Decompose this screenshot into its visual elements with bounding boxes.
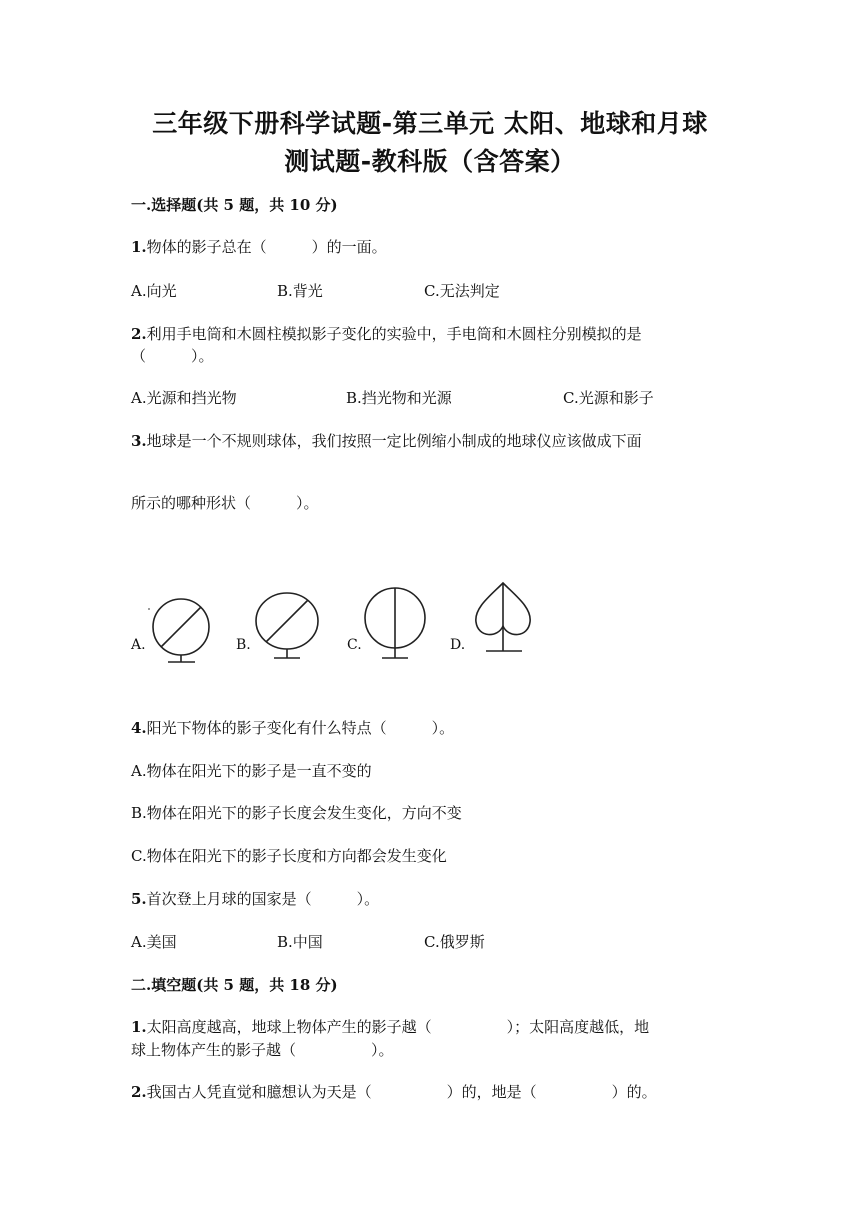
globe-figure-a (145, 595, 220, 670)
q4-option-c: C.物体在阳光下的影子长度和方向都会发生变化 (131, 847, 447, 865)
question-2-continued: （ ）。 (131, 347, 214, 365)
question-number: 3. (131, 432, 147, 450)
q5-option-c: C.俄罗斯 (424, 933, 485, 951)
figure-a-label: A. (131, 637, 146, 653)
q1-option-b: B.背光 (277, 282, 323, 300)
question-5 (131, 888, 379, 909)
question-number: 1. (131, 238, 147, 256)
section-heading-choice: 一.选择题(共 5 题，共 10 分) (131, 196, 338, 214)
fill-question-1 (131, 1016, 649, 1037)
page-title-line-2: 测试题-教科版（含答案） (284, 147, 576, 176)
question-2 (131, 323, 642, 344)
question-text: 首次登上月球的国家是（ ）。 (146, 890, 380, 908)
question-text: 阳光下物体的影子变化有什么特点（ ）。 (146, 719, 455, 737)
question-number: 5. (131, 890, 147, 908)
q1-option-c: C.无法判定 (424, 282, 500, 300)
section-heading-fill-in: 二.填空题(共 5 题，共 18 分) (131, 976, 338, 994)
figure-b-label: B. (236, 637, 251, 653)
question-number: 4. (131, 719, 147, 737)
question-number: 1. (131, 1018, 147, 1036)
globe-figure-d (468, 580, 548, 660)
q4-option-b: B.物体在阳光下的影子长度会发生变化，方向不变 (131, 804, 462, 822)
question-1 (131, 236, 387, 257)
page-title-line-1: 三年级下册科学试题-第三单元 太阳、地球和月球 (152, 109, 708, 138)
question-text: 利用手电筒和木圆柱模拟影子变化的实验中，手电筒和木圆柱分别模拟的是 (146, 325, 642, 343)
figure-d-label: D. (450, 637, 466, 653)
q5-option-b: B.中国 (277, 933, 323, 951)
globe-figure-b (252, 590, 327, 665)
q2-option-b: B.挡光物和光源 (346, 389, 452, 407)
question-3-continued: 所示的哪种形状（ ）。 (131, 494, 319, 512)
question-text: 我国古人凭直觉和臆想认为天是（ ）的，地是（ ）的。 (146, 1083, 657, 1101)
question-4 (131, 717, 454, 738)
question-text: 物体的影子总在（ ）的一面。 (146, 238, 387, 256)
question-number: 2. (131, 1083, 147, 1101)
figure-c-label: C. (347, 637, 362, 653)
q2-option-a: A.光源和挡光物 (131, 389, 237, 407)
question-number: 2. (131, 325, 147, 343)
question-text: 太阳高度越高，地球上物体产生的影子越（ ）；太阳高度越低，地 (146, 1018, 650, 1036)
q2-option-c: C.光源和影子 (563, 389, 654, 407)
fill-question-1-continued: 球上物体产生的影子越（ ）。 (131, 1041, 394, 1059)
globe-figure-c (362, 585, 437, 660)
q1-option-a: A.向光 (131, 282, 177, 300)
q5-option-a: A.美国 (131, 933, 177, 951)
fill-question-2 (131, 1081, 657, 1102)
question-3 (131, 430, 642, 451)
q4-option-a: A.物体在阳光下的影子是一直不变的 (131, 762, 372, 780)
question-text: 地球是一个不规则球体，我们按照一定比例缩小制成的地球仪应该做成下面 (146, 432, 642, 450)
